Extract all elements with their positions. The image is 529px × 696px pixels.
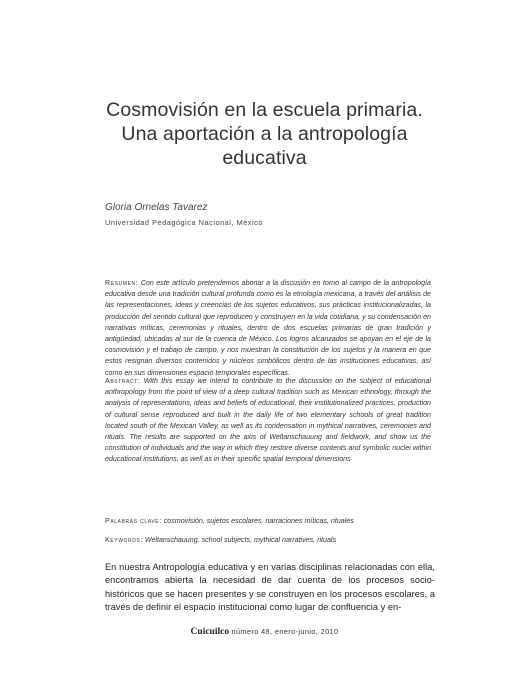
abstract-es-text: Con este artículo pretendemos abonar a la discusión en torno al campo de la antropología educativa desde una tradición cultural profunda como es la etnología mexicana, a través del análisis de las representaciones, ideas y creencias de los sujetos educativos, sus prácticas institucionalizadas, la producción del sentido cultural que reproducen y construyen en la vida cotidiana, y su condensación en narrativas míticas, ceremonias y rituales, dentro de dos escuelas primarias de gran tradición y antigüedad, ubicadas al sur de la cuenca de México. Los logros alcanzados se apoyan en el eje de la cosmovisión y el trabajo de campo, y nos muestran la constitución de los sujetos y la manera en que estos resignan diversos contenidos y núcleos simbólicos dentro de las instituciones educativas, así como en sus dimensiones espacio temporales específicas. <box>105 279 431 377</box>
journal-logo: Cuicuilco <box>190 627 230 637</box>
body-paragraph: En nuestra Antropología educativa y en varias disciplinas relacionadas con ella, encontramos abierta la necesidad de dar cuenta de los procesos socio-históricos que se hacen presentes y se construyen en los procesos escolares, a través de definir el espacio institucional como lugar de confluencia y en- <box>105 562 435 613</box>
abstract-spanish <box>105 278 431 379</box>
author-affiliation: Universidad Pedagógica Nacional, México <box>105 218 263 227</box>
abstract-en-label: Abstract: <box>105 377 141 385</box>
abstract-es-label: Resumen: <box>105 279 139 287</box>
keywords-en-text: Weltanschauung, school subjects, mythical narratives, rituals <box>144 536 337 544</box>
article-title <box>60 98 469 170</box>
abstract-en-text: With this essay we intend to contribute to the discussion on the subject of educational anthropology from the point of view of a deep cultural tradition such as Mexican ethnology, through the analysis of representations, ideas and beliefs of educational, their institutionalized practices, production of cultural sense reproduced and built in the daily life of two elementary schools of great tradition located south of the Mexican Valley, as well as its condensation in mythical narratives, ceremonies and rituals. The results are supported on the axis of Weltanschauung and fieldwork, and show us the constitution of individuals and the way in which they restore diverse contents and symbolic nuclei within educational institutions, as well as in their specific spatial temporal dimensions <box>105 377 431 464</box>
abstract-english <box>105 376 431 466</box>
keywords-english <box>105 535 431 546</box>
keywords-es-label: Palabras clave: <box>105 517 162 525</box>
keywords-spanish <box>105 516 431 527</box>
title-line-1: Cosmovisión en la escuela primaria. <box>106 99 423 121</box>
author-name: Gloria Ornelas Tavarez <box>105 202 208 213</box>
keywords-es-text: cosmovisión, sujetos escolares, narraciones míticas, rituales <box>163 517 354 525</box>
title-line-2: Una aportación a la antropología <box>121 123 408 145</box>
title-line-3: educativa <box>222 147 307 169</box>
keywords-en-label: Keywords: <box>105 536 143 544</box>
issue-info: número 48, enero-junio, 2010 <box>231 627 339 636</box>
page-footer <box>0 627 529 637</box>
